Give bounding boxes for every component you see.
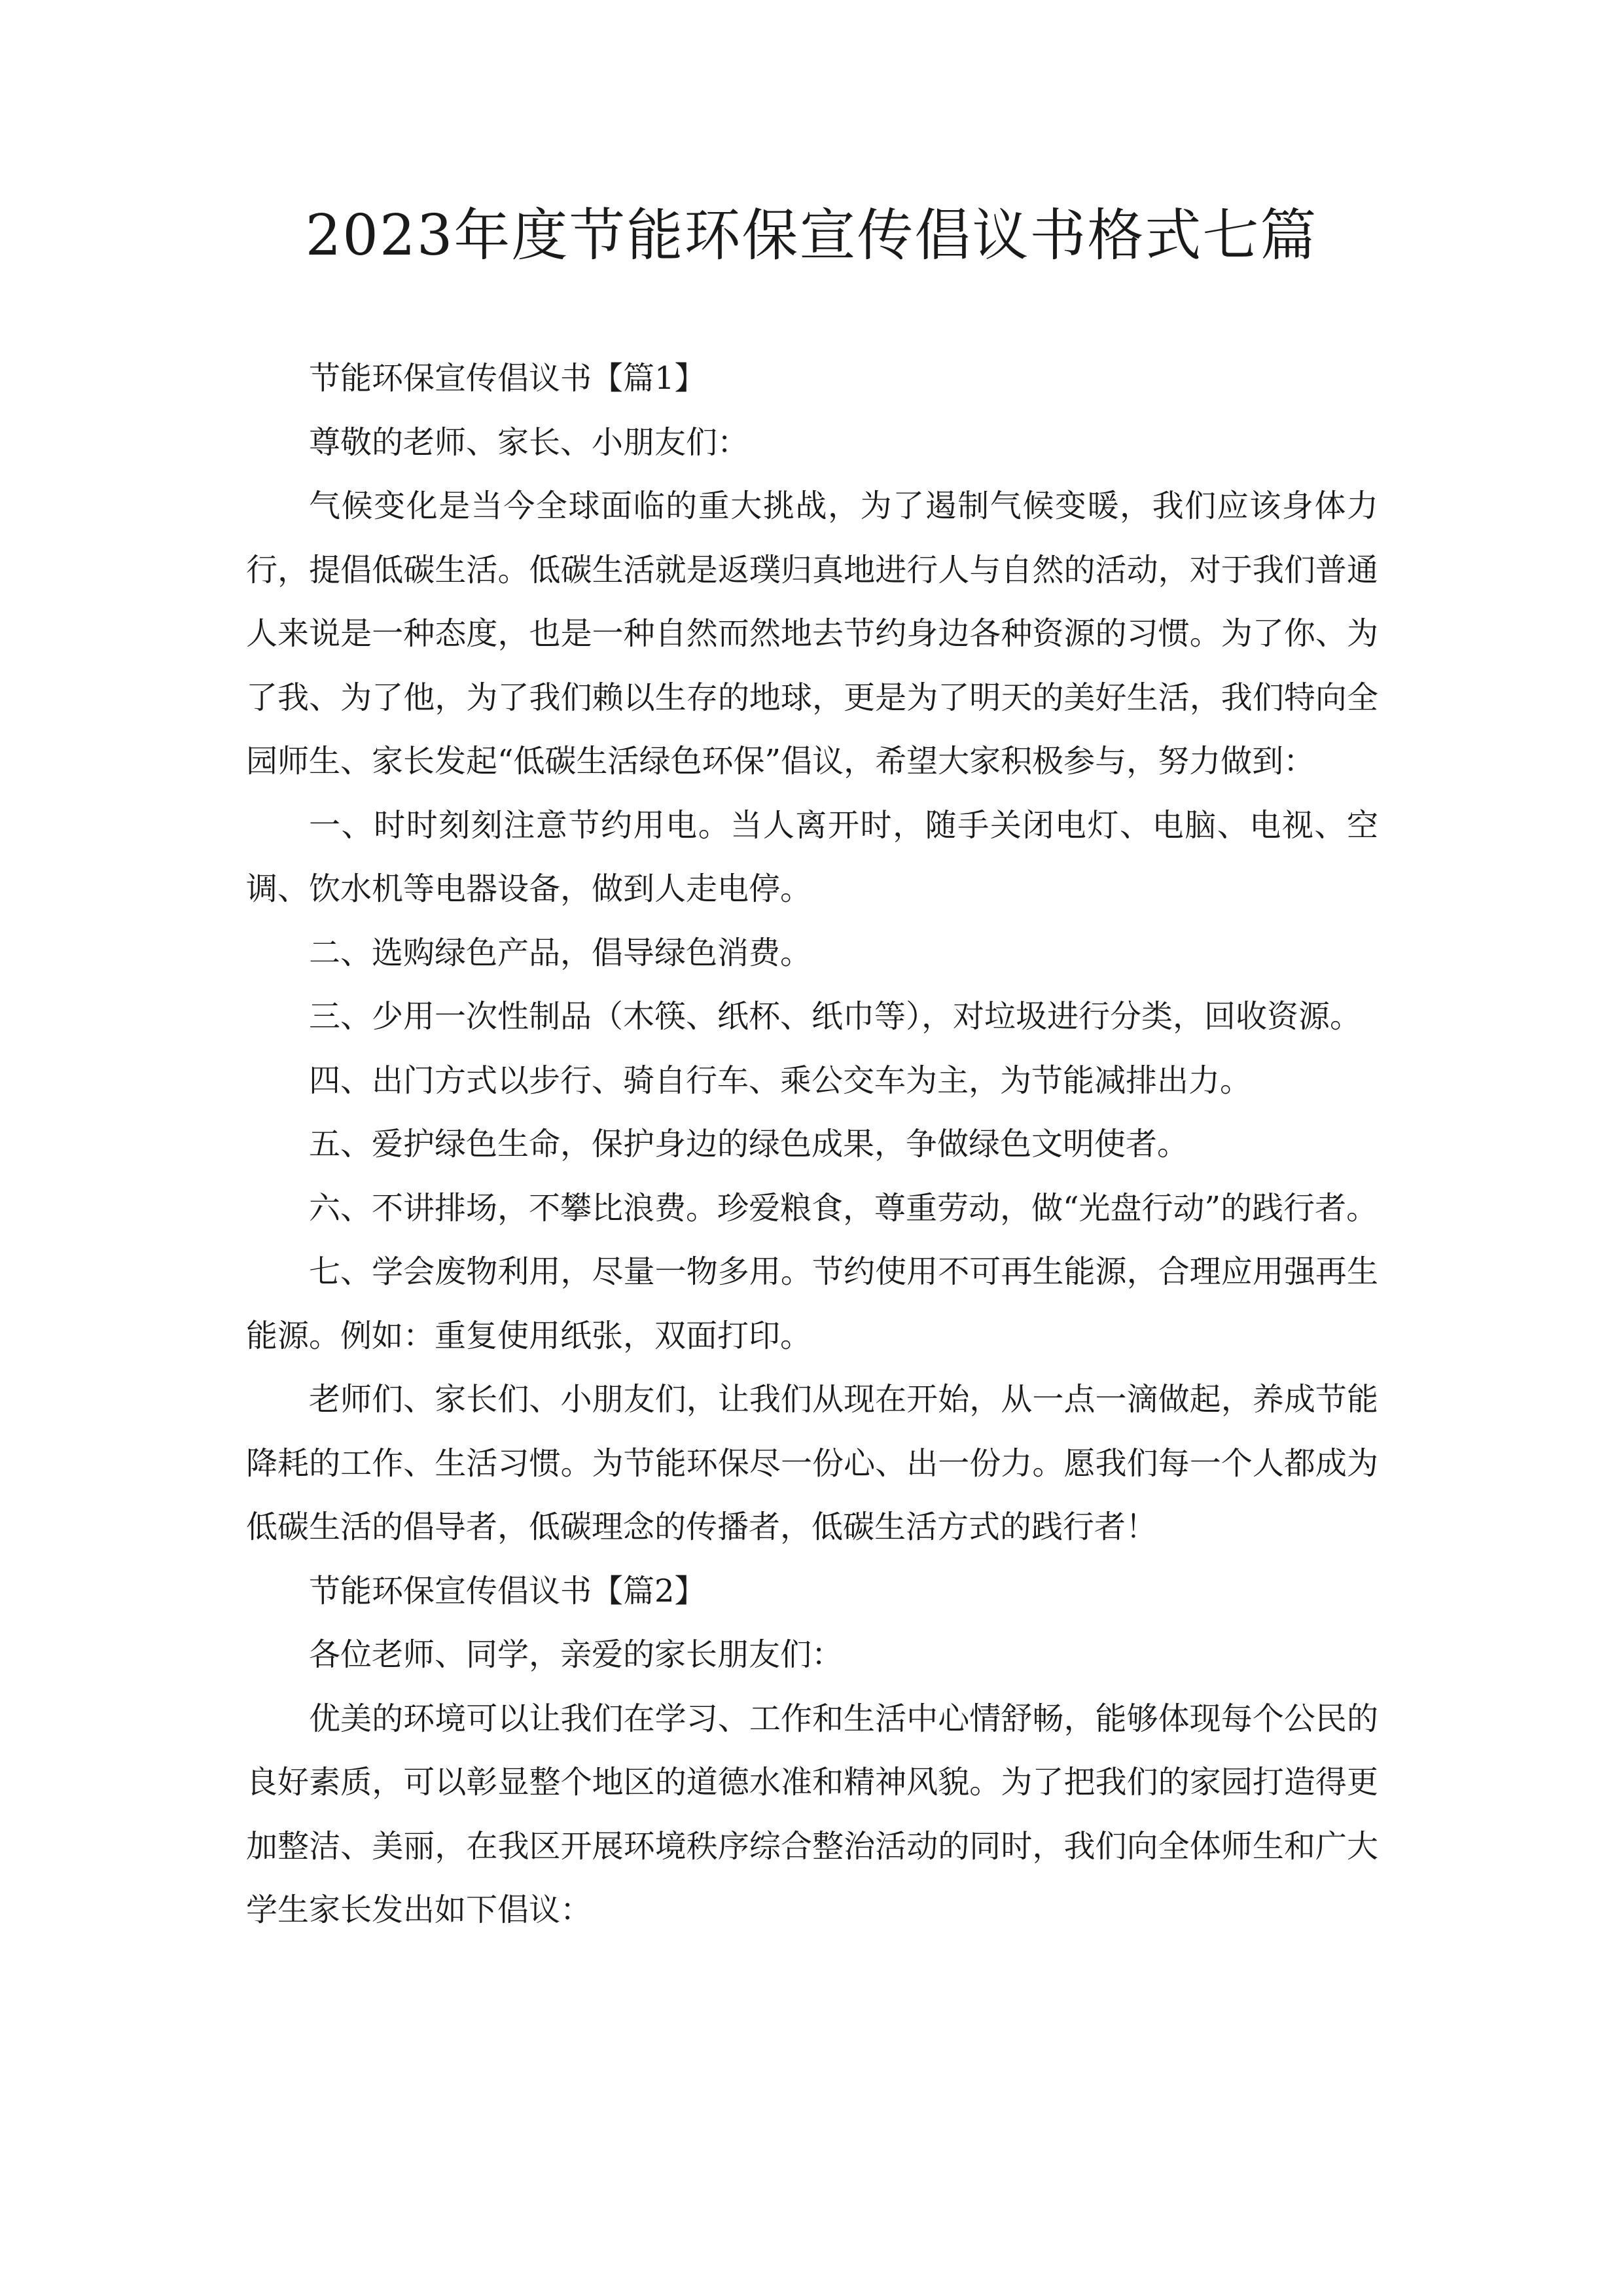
list-item-3: 三、少用一次性制品（木筷、纸杯、纸巾等），对垃圾进行分类，回收资源。 bbox=[309, 998, 1362, 1035]
salutation-2: 各位老师、同学，亲爱的家长朋友们： bbox=[309, 1636, 844, 1673]
document-title: 2023年度节能环保宣传倡议书格式七篇 bbox=[305, 203, 1318, 268]
list-item-2: 二、选购绿色产品，倡导绿色消费。 bbox=[309, 934, 812, 971]
list-item-5: 五、爱护绿色生命，保护身边的绿色成果，争做绿色文明使者。 bbox=[309, 1126, 1189, 1162]
paragraph-closing-1: 老师们、家长们、小朋友们，让我们从现在开始，从一点一滴做起，养成节能降耗的工作、生活习惯。为节能环保尽一份心、出一份力。愿我们每一个人都成为低碳生活的倡导者，低碳理念的传播者，低碳生活方式的践行者！ bbox=[246, 1381, 1378, 1545]
list-item-6: 六、不讲排场，不攀比浪费。珍爱粮食，尊重劳动，做“光盘行动”的践行者。 bbox=[309, 1189, 1378, 1227]
list-item-1: 一、时时刻刻注意节约用电。当人离开时，随手关闭电灯、电脑、电视、空调、饮水机等电器设备，做到人走电停。 bbox=[246, 806, 1378, 907]
paragraph-intro-2: 优美的环境可以让我们在学习、工作和生活中心情舒畅，能够体现每个公民的良好素质，可以彰显整个地区的道德水准和精神风貌。为了把我们的家园打造得更加整洁、美丽，在我区开展环境秩序综合整治活动的同时，我们向全体师生和广大学生家长发出如下倡议： bbox=[246, 1700, 1378, 1928]
salutation-1: 尊敬的老师、家长、小朋友们： bbox=[309, 423, 749, 461]
section-heading-2: 节能环保宣传倡议书【篇2】 bbox=[309, 1572, 706, 1609]
section-heading-1: 节能环保宣传倡议书【篇1】 bbox=[309, 360, 706, 397]
list-item-4: 四、出门方式以步行、骑自行车、乘公交车为主，为节能减排出力。 bbox=[309, 1062, 1252, 1099]
list-item-7: 七、学会废物利用，尽量一物多用。节约使用不可再生能源，合理应用强再生能源。例如：重复使用纸张，双面打印。 bbox=[246, 1253, 1378, 1354]
paragraph-intro-1: 气候变化是当今全球面临的重大挑战，为了遏制气候变暖，我们应该身体力行，提倡低碳生活。低碳生活就是返璞归真地进行人与自然的活动，对于我们普通人来说是一种态度，也是一种自然而然地去节约身边各种资源的习惯。为了你、为了我、为了他，为了我们赖以生存的地球，更是为了明天的美好生活，我们特向全园师生、家长发起“低碳生活绿色环保”倡议，希望大家积极参与，努力做到： bbox=[246, 488, 1378, 780]
document-body bbox=[246, 347, 1378, 1943]
